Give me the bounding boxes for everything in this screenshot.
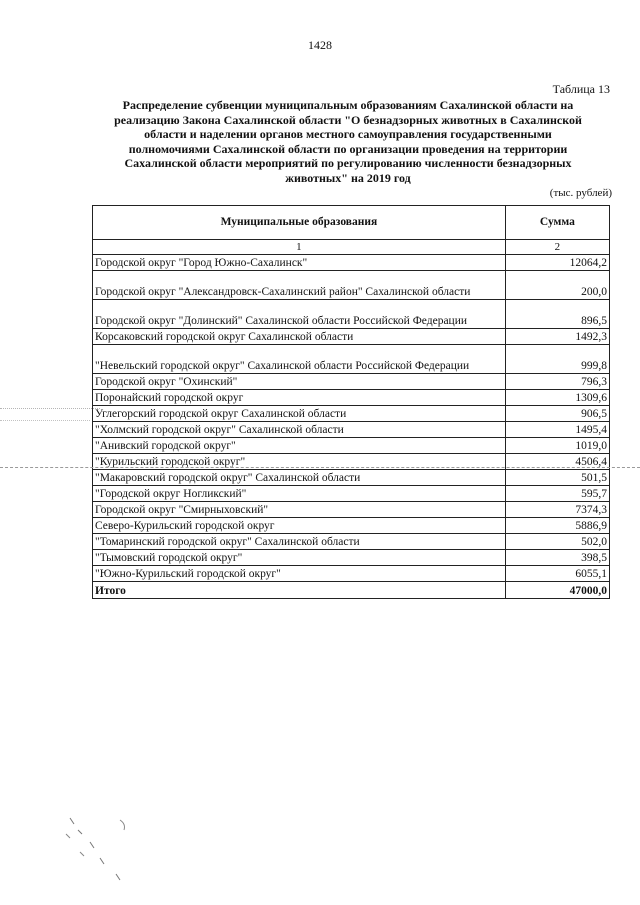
subsidy-amount: 501,5: [505, 470, 609, 486]
scan-artifact-line: [0, 420, 90, 421]
municipality-name: "Анивский городской округ": [93, 438, 506, 454]
subsidy-amount: 796,3: [505, 374, 609, 390]
title-line: области и наделении органов местного самоуправления государственными: [144, 127, 552, 141]
table-row: [93, 502, 610, 518]
municipality-name: Городской округ "Долинский" Сахалинской области Российской Федерации: [93, 300, 506, 329]
table-row: [93, 329, 610, 345]
table-row: [93, 438, 610, 454]
page-number: 1428: [308, 38, 332, 52]
total-amount: 47000,0: [505, 582, 609, 599]
table-caption: Таблица 13: [552, 82, 610, 96]
subsidy-amount: 398,5: [505, 550, 609, 566]
municipality-name: Северо-Курильский городской округ: [93, 518, 506, 534]
subsidy-amount: 4506,4: [505, 454, 609, 470]
document-title: [86, 98, 610, 185]
municipality-name: Городской округ "Охинский": [93, 374, 506, 390]
municipality-name: "Холмский городской округ" Сахалинской области: [93, 422, 506, 438]
subsidy-amount: 1492,3: [505, 329, 609, 345]
subsidy-amount: 999,8: [505, 345, 609, 374]
subsidy-amount: 200,0: [505, 271, 609, 300]
title-line: Распределение субвенции муниципальным образованиям Сахалинской области на: [122, 98, 574, 112]
subsidy-amount: 595,7: [505, 486, 609, 502]
table-row: [93, 422, 610, 438]
table-header-row: [93, 206, 610, 240]
table-row: [93, 406, 610, 422]
table-row: [93, 271, 610, 300]
municipality-name: Городской округ "Смирныховский": [93, 502, 506, 518]
unit-note: (тыс. рублей): [549, 187, 612, 199]
subsidy-amount: 502,0: [505, 534, 609, 550]
total-label: Итого: [93, 582, 506, 599]
title-line: Сахалинской области мероприятий по регулированию численности безнадзорных: [124, 156, 572, 170]
title-line: реализацию Закона Сахалинской области "О безнадзорных животных в Сахалинской: [114, 112, 582, 127]
scan-artifact-line: [0, 408, 100, 409]
title-line: животных" на 2019 год: [285, 170, 411, 185]
total-row: [93, 582, 610, 599]
municipality-name: Городской округ "Город Южно-Сахалинск": [93, 255, 506, 271]
pen-mark-icon: [60, 808, 150, 888]
municipality-name: Поронайский городской округ: [93, 390, 506, 406]
subsidy-amount: 7374,3: [505, 502, 609, 518]
table-row: [93, 470, 610, 486]
table-row: [93, 534, 610, 550]
subsidy-amount: 5886,9: [505, 518, 609, 534]
municipality-name: "Городской округ Ногликский": [93, 486, 506, 502]
municipality-name: "Томаринский городской округ" Сахалинской области: [93, 534, 506, 550]
municipality-name: Корсаковский городской округ Сахалинской области: [93, 329, 506, 345]
table-row: [93, 300, 610, 329]
header-municipalities: Муниципальные образования: [93, 206, 506, 240]
municipality-name: Городской округ "Александровск-Сахалинский район" Сахалинской области: [93, 271, 506, 300]
municipality-name: "Невельский городской округ" Сахалинской области Российской Федерации: [93, 345, 506, 374]
municipality-name: "Курильский городской округ": [93, 454, 506, 470]
table-row: [93, 486, 610, 502]
table-row: [93, 518, 610, 534]
scan-artifact-line: [0, 467, 640, 468]
table-row: [93, 390, 610, 406]
title-line: полномочиями Сахалинской области по организации проведения на территории: [128, 141, 568, 156]
table-row: [93, 566, 610, 582]
table-row: [93, 550, 610, 566]
municipality-name: "Тымовский городской округ": [93, 550, 506, 566]
subsidy-amount: 896,5: [505, 300, 609, 329]
column-index-name: 1: [93, 240, 506, 255]
subsidy-amount: 906,5: [505, 406, 609, 422]
subsidy-amount: 6055,1: [505, 566, 609, 582]
table-row: [93, 345, 610, 374]
column-index-sum: 2: [505, 240, 609, 255]
subsidy-table: [92, 205, 610, 599]
municipality-name: Углегорский городской округ Сахалинской области: [93, 406, 506, 422]
municipality-name: "Макаровский городской округ" Сахалинской области: [93, 470, 506, 486]
subsidy-amount: 1019,0: [505, 438, 609, 454]
subsidy-amount: 1495,4: [505, 422, 609, 438]
column-index-row: [93, 240, 610, 255]
municipality-name: "Южно-Курильский городской округ": [93, 566, 506, 582]
header-sum: Сумма: [505, 206, 609, 240]
subsidy-amount: 1309,6: [505, 390, 609, 406]
subsidy-amount: 12064,2: [505, 255, 609, 271]
table-row: [93, 374, 610, 390]
table-row: [93, 255, 610, 271]
